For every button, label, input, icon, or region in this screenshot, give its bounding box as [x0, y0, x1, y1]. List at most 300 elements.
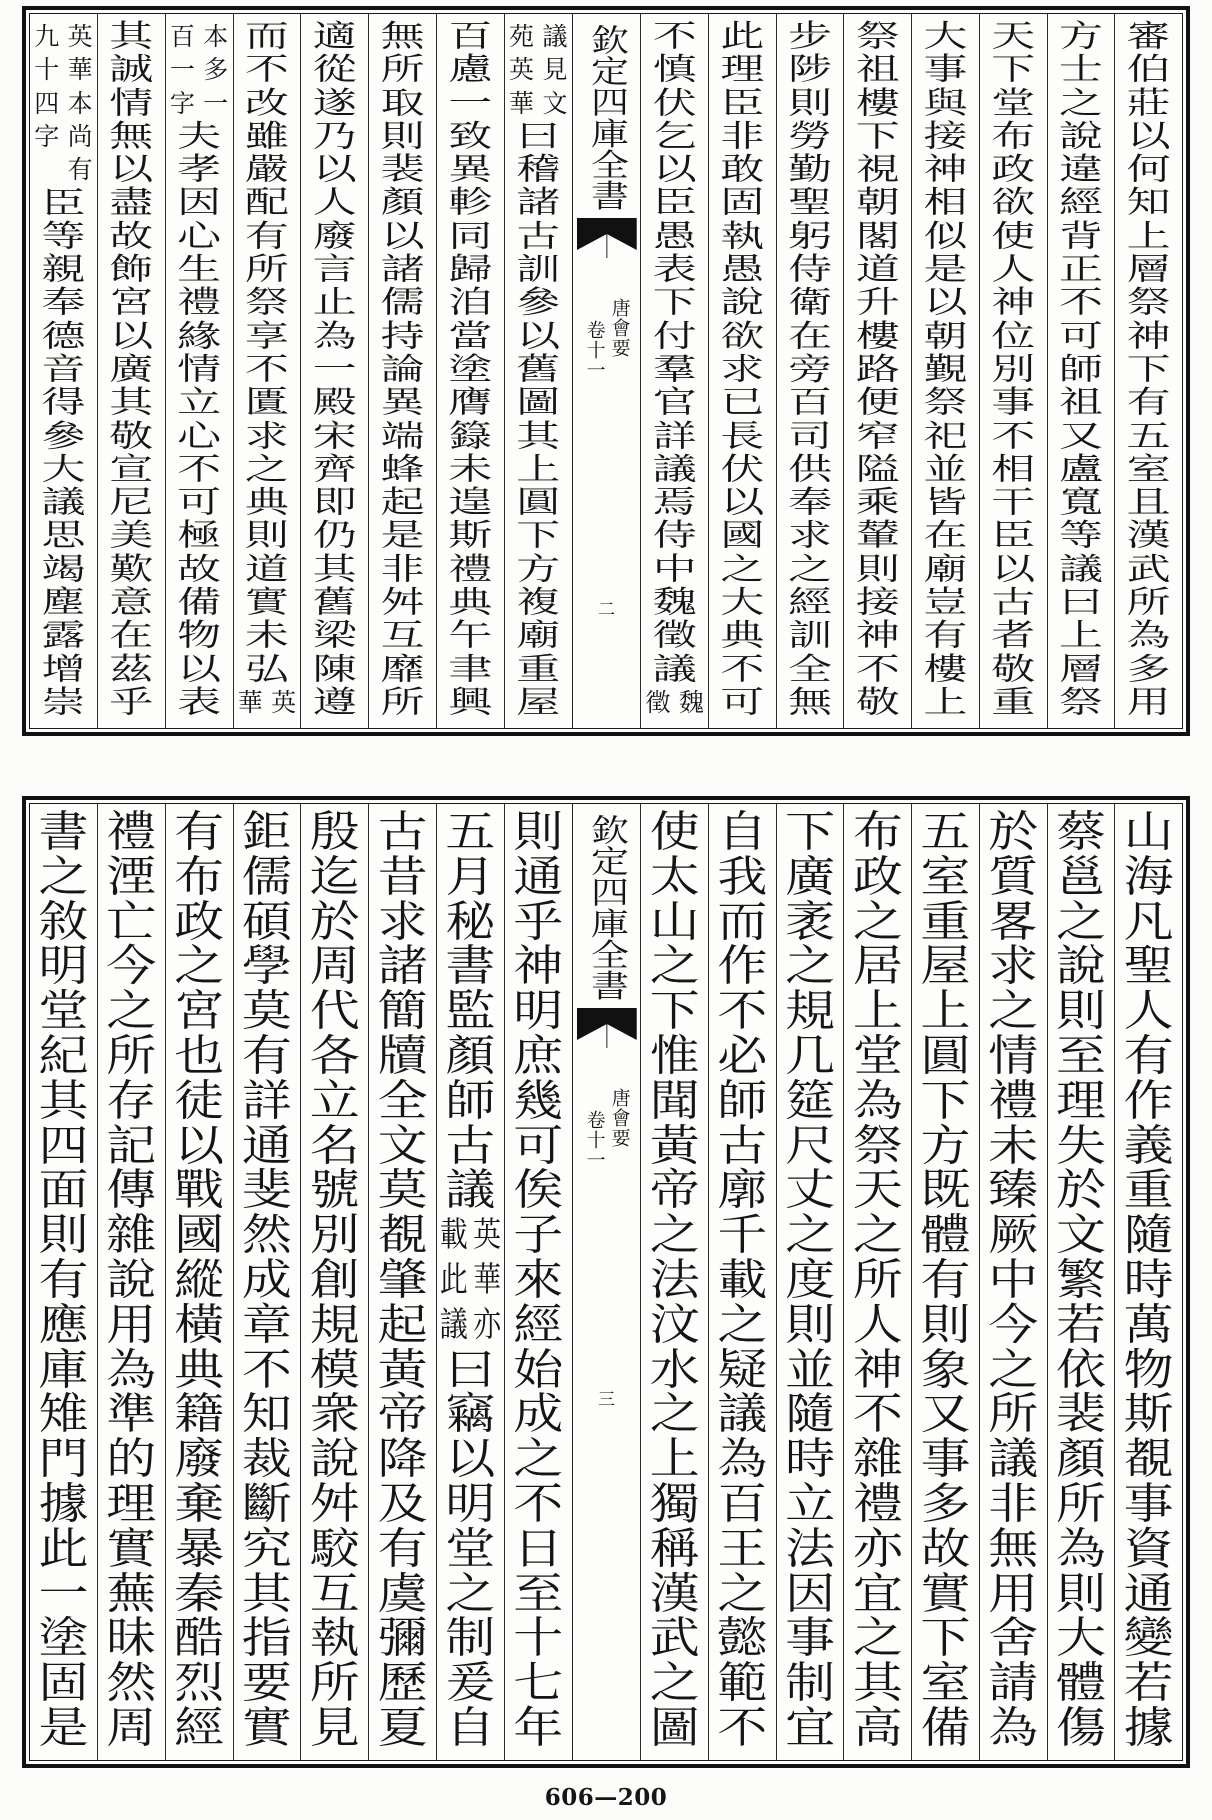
character: 則	[855, 551, 900, 588]
character: 黃	[377, 1344, 428, 1395]
character: 審	[1126, 18, 1171, 55]
character: 臻	[988, 1165, 1039, 1216]
character: 敘	[38, 896, 89, 947]
character: 大	[720, 584, 765, 621]
character: 祭	[244, 285, 289, 321]
character: 何	[1126, 151, 1171, 188]
character: 遵	[312, 684, 357, 721]
character: 致	[448, 118, 493, 155]
character: 範	[717, 1658, 768, 1709]
character: 經	[513, 1299, 564, 1350]
character: 號	[309, 1165, 360, 1216]
character: 繁	[1055, 1255, 1106, 1305]
character: 伏	[652, 85, 697, 121]
character: 禮	[177, 285, 222, 321]
character: 居	[852, 941, 903, 992]
character: 山	[649, 896, 700, 947]
character: 武	[1126, 551, 1171, 588]
annotation-note	[166, 20, 233, 120]
character: 義	[1123, 1120, 1174, 1171]
character: 於	[988, 807, 1039, 857]
annotation-character: 見	[542, 55, 568, 85]
fold-center-column	[572, 14, 641, 728]
character: 通	[513, 851, 564, 902]
character: 旁	[788, 351, 833, 388]
character: 所	[1126, 584, 1171, 621]
character: 五	[920, 807, 971, 857]
character: 上	[923, 684, 968, 721]
character: 敬	[109, 418, 154, 454]
character: 舛	[380, 584, 425, 621]
character: 簡	[377, 986, 428, 1037]
character: 漢	[649, 1568, 700, 1619]
character: 嚴	[244, 151, 289, 188]
character: 勞	[788, 118, 833, 155]
character: 得	[41, 384, 86, 421]
text-column	[233, 14, 301, 728]
character: 躬	[788, 218, 833, 255]
character: 則	[244, 518, 289, 554]
character: 求	[788, 518, 833, 554]
leaf-number: 三	[598, 1390, 615, 1410]
character: 言	[312, 251, 357, 288]
character: 慮	[448, 51, 493, 88]
character: 興	[448, 684, 493, 721]
fishtail-ornament	[573, 218, 641, 258]
character: 隨	[1123, 1210, 1174, 1261]
character: 其	[852, 1658, 903, 1709]
character: 非	[988, 1479, 1039, 1529]
character: 不	[1058, 285, 1103, 321]
character: 乘	[855, 484, 900, 521]
annotation-line	[505, 20, 538, 120]
character: 祭	[923, 384, 968, 421]
character: 若	[1123, 1658, 1174, 1709]
character: 複	[516, 584, 561, 621]
character: 稽	[516, 151, 561, 188]
character: 顏	[380, 185, 425, 221]
character: 議	[717, 1389, 768, 1440]
character: 古	[717, 1120, 768, 1171]
character: 屋	[516, 684, 561, 721]
character: 道	[244, 551, 289, 588]
character: 斷	[241, 1479, 292, 1529]
character: 塵	[41, 584, 86, 621]
character: 堂	[852, 1031, 903, 1081]
character: 曰	[1058, 584, 1103, 621]
character: 筵	[785, 1075, 836, 1126]
annotation-character: 華	[237, 687, 263, 717]
annotation-character: 九	[34, 22, 60, 51]
annotation-character: 議	[542, 22, 568, 51]
character: 成	[241, 1255, 292, 1305]
character: 山	[1123, 807, 1174, 857]
character: 午	[448, 618, 493, 654]
character: 在	[109, 618, 154, 654]
character: 裁	[241, 1434, 292, 1485]
character: 亡	[106, 896, 157, 947]
annotation-note	[505, 20, 572, 120]
character: 圖	[649, 1703, 700, 1753]
character: 盡	[109, 185, 154, 221]
character: 歎	[109, 551, 154, 588]
character: 是	[923, 251, 968, 288]
character: 之	[717, 1299, 768, 1350]
character: 神	[923, 151, 968, 188]
character: 以	[177, 651, 222, 688]
character: 酷	[174, 1613, 225, 1664]
character: 說	[1058, 118, 1103, 155]
character: 祀	[923, 418, 968, 454]
character: 配	[244, 185, 289, 221]
character: 相	[923, 185, 968, 221]
character: 駮	[309, 1523, 360, 1574]
character: 不	[241, 1344, 292, 1395]
character: 干	[991, 484, 1036, 521]
character: 求	[377, 896, 428, 947]
character: 汶	[649, 1299, 700, 1350]
character: 欲	[720, 318, 765, 355]
character: 軫	[448, 185, 493, 221]
character: 五	[1126, 418, 1171, 454]
annotation-line	[166, 20, 199, 120]
character: 自	[717, 807, 768, 857]
annotation-character: 十	[34, 55, 60, 85]
character: 起	[377, 1299, 428, 1350]
character: 遂	[312, 85, 357, 121]
character: 立	[309, 1075, 360, 1126]
character: 可	[1058, 318, 1103, 355]
character: 之	[785, 941, 836, 992]
character: 室	[920, 1658, 971, 1709]
character: 並	[785, 1344, 836, 1395]
character: 書	[38, 807, 89, 857]
book-title: 唐會要	[608, 298, 631, 358]
character: 改	[244, 85, 289, 121]
character: 且	[1126, 484, 1171, 521]
character: 堂	[991, 85, 1036, 121]
character: 質	[988, 851, 1039, 902]
character: 若	[1055, 1299, 1106, 1350]
character: 便	[855, 384, 900, 421]
character: 端	[380, 418, 425, 454]
character: 祭	[852, 1120, 903, 1171]
character: 祭	[1058, 684, 1103, 721]
character: 知	[241, 1389, 292, 1440]
character: 方	[920, 1120, 971, 1171]
character: 德	[41, 318, 86, 355]
text-column	[233, 804, 301, 1760]
text-column	[30, 14, 97, 728]
character: 布	[174, 851, 225, 902]
character: 下	[785, 807, 836, 857]
character: 崇	[41, 684, 86, 721]
character: 所	[244, 251, 289, 288]
character: 下	[991, 51, 1036, 88]
annotation-character: 議	[439, 1303, 468, 1345]
character: 宮	[174, 986, 225, 1037]
annotation-character: 多	[203, 55, 229, 85]
character: 中	[652, 551, 697, 588]
character: 窄	[855, 418, 900, 454]
character: 存	[106, 1075, 157, 1126]
character: 洎	[448, 285, 493, 321]
left-text-columns	[30, 804, 572, 1760]
character: 國	[720, 518, 765, 554]
character: 之	[1055, 896, 1106, 947]
character: 齊	[312, 451, 357, 488]
annotation-character: 英	[271, 687, 297, 717]
character: 上	[1126, 218, 1171, 255]
character: 不	[244, 51, 289, 88]
annotation-character: 苑	[509, 22, 535, 51]
character: 其	[516, 418, 561, 454]
character: 以	[109, 318, 154, 355]
leaf-number: 二	[598, 600, 615, 620]
character: 昔	[377, 851, 428, 902]
character: 布	[852, 807, 903, 857]
character: 雉	[38, 1389, 89, 1440]
character: 不	[513, 1479, 564, 1529]
annotation-character: 字	[34, 121, 60, 151]
character: 侍	[788, 251, 833, 288]
character: 敬	[991, 651, 1036, 688]
character: 議	[652, 451, 697, 488]
character: 蜂	[380, 451, 425, 488]
text-column	[436, 804, 504, 1760]
character: 官	[652, 384, 697, 421]
character: 勤	[788, 151, 833, 188]
character: 日	[513, 1523, 564, 1574]
character: 與	[923, 85, 968, 121]
text-frame	[29, 803, 1183, 1761]
fishtail-ornament	[573, 1008, 641, 1048]
character: 從	[312, 51, 357, 88]
character: 月	[445, 851, 496, 902]
character: 殿	[312, 384, 357, 421]
annotation-character: 華	[473, 1259, 502, 1300]
character: 意	[109, 584, 154, 621]
character: 用	[988, 1568, 1039, 1619]
annotation-note	[437, 1213, 504, 1347]
annotation-character: 魏	[678, 687, 704, 717]
character: 周	[309, 941, 360, 992]
character: 議	[41, 484, 86, 521]
character: 不	[717, 1703, 768, 1753]
character: 說	[720, 285, 765, 321]
character: 既	[920, 1165, 971, 1216]
character: 神	[513, 941, 564, 992]
character: 人	[991, 251, 1036, 288]
character: 之	[649, 1210, 700, 1261]
character: 說	[1055, 941, 1106, 992]
character: 音	[41, 351, 86, 388]
character: 幾	[513, 1075, 564, 1126]
character: 祭	[855, 18, 900, 55]
character: 正	[1058, 251, 1103, 288]
character: 規	[309, 1299, 360, 1350]
character: 宋	[312, 418, 357, 454]
character: 於	[1055, 1165, 1106, 1216]
annotation-line	[63, 20, 96, 187]
character: 徒	[174, 1075, 225, 1126]
character: 敢	[720, 151, 765, 188]
character: 備	[920, 1703, 971, 1753]
character: 有	[923, 618, 968, 654]
character: 畧	[988, 896, 1039, 947]
text-column	[368, 14, 436, 728]
character: 以	[720, 484, 765, 521]
character: 升	[855, 285, 900, 321]
character: 重	[516, 651, 561, 688]
character: 思	[41, 518, 86, 554]
character: 彌	[377, 1613, 428, 1664]
character: 未	[244, 618, 289, 654]
character: 百	[448, 18, 493, 55]
character: 雜	[106, 1210, 157, 1261]
character: 司	[788, 418, 833, 454]
annotation-line	[641, 686, 674, 719]
character: 人	[852, 1299, 903, 1350]
character: 大	[41, 451, 86, 488]
character: 應	[38, 1299, 89, 1350]
character: 備	[177, 584, 222, 621]
character: 今	[106, 941, 157, 992]
character: 降	[377, 1434, 428, 1485]
character: 祖	[1058, 384, 1103, 421]
character: 以	[174, 1120, 225, 1171]
character: 百	[788, 384, 833, 421]
annotation-line	[470, 1213, 503, 1347]
text-column	[300, 804, 368, 1760]
character: 下	[855, 118, 900, 155]
character: 傷	[1055, 1703, 1106, 1753]
character: 樓	[855, 85, 900, 121]
character: 未	[448, 451, 493, 488]
character: 取	[380, 85, 425, 121]
character: 名	[309, 1120, 360, 1171]
character: 所	[988, 1389, 1039, 1440]
character: 衛	[788, 285, 833, 321]
annotation-line	[538, 20, 571, 120]
character: 帝	[649, 1165, 700, 1216]
text-column	[708, 14, 776, 728]
character: 盧	[1058, 451, 1103, 488]
upper-half-leaf	[22, 6, 1190, 736]
character: 起	[380, 484, 425, 521]
character: 等	[41, 218, 86, 255]
character: 背	[1058, 218, 1103, 255]
character: 上	[649, 1434, 700, 1485]
character: 物	[177, 618, 222, 654]
character: 用	[106, 1299, 157, 1350]
character: 見	[309, 1703, 360, 1753]
character: 有	[38, 1255, 89, 1305]
annotation-note	[234, 686, 301, 719]
annotation-character: 文	[542, 88, 568, 118]
character: 顏	[445, 1031, 496, 1081]
character: 遑	[448, 484, 493, 521]
character: 典	[174, 1344, 225, 1395]
character: 經	[788, 584, 833, 621]
character: 而	[244, 18, 289, 55]
character: 明	[445, 1479, 496, 1529]
text-column	[165, 804, 233, 1760]
character: 作	[1123, 1075, 1174, 1126]
character: 不	[177, 451, 222, 488]
character: 為	[988, 1703, 1039, 1753]
character: 凡	[1123, 896, 1174, 947]
character: 太	[649, 851, 700, 902]
character: 裴	[380, 151, 425, 188]
character: 事	[923, 51, 968, 88]
character: 五	[445, 807, 496, 857]
character: 互	[380, 618, 425, 654]
character: 昧	[106, 1613, 157, 1664]
character: 亦	[852, 1523, 903, 1574]
character: 異	[448, 151, 493, 188]
character: 同	[448, 218, 493, 255]
character: 立	[177, 384, 222, 421]
character: 則	[380, 118, 425, 155]
character: 此	[38, 1523, 89, 1574]
character: 因	[177, 185, 222, 221]
character: 表	[177, 684, 222, 721]
character: 奉	[788, 484, 833, 521]
character: 神	[991, 285, 1036, 321]
character: 歸	[448, 251, 493, 288]
character: 稱	[649, 1523, 700, 1574]
character: 烈	[174, 1658, 225, 1709]
character: 以	[109, 151, 154, 188]
character: 方	[516, 551, 561, 588]
character: 有	[1126, 384, 1171, 421]
character: 實	[244, 584, 289, 621]
character: 議	[988, 1434, 1039, 1485]
character: 其	[241, 1568, 292, 1619]
character: 非	[720, 118, 765, 155]
character: 匱	[244, 384, 289, 421]
character: 政	[852, 851, 903, 902]
annotation-line	[234, 686, 267, 719]
page-number: 606—200	[544, 1784, 668, 1811]
character: 為	[1055, 1523, 1106, 1574]
character: 乎	[109, 684, 154, 721]
character: 伯	[1126, 51, 1171, 88]
character: 中	[988, 1255, 1039, 1305]
text-column	[640, 14, 708, 728]
character: 海	[1123, 851, 1174, 902]
character: 樓	[923, 651, 968, 688]
text-column	[97, 804, 165, 1760]
character: 尼	[109, 484, 154, 521]
character: 乎	[513, 896, 564, 947]
character: 自	[445, 1703, 496, 1753]
character: 其	[38, 1075, 89, 1126]
character: 戰	[174, 1165, 225, 1216]
character: 秘	[445, 896, 496, 947]
character: 魏	[652, 584, 697, 621]
character: 靡	[380, 651, 425, 688]
text-column	[504, 804, 572, 1760]
character: 仍	[312, 518, 357, 554]
character: 黃	[649, 1120, 700, 1171]
character: 始	[513, 1344, 564, 1395]
character: 門	[38, 1434, 89, 1485]
character: 廟	[516, 618, 561, 654]
character: 縱	[174, 1255, 225, 1305]
character: 廣	[785, 851, 836, 902]
